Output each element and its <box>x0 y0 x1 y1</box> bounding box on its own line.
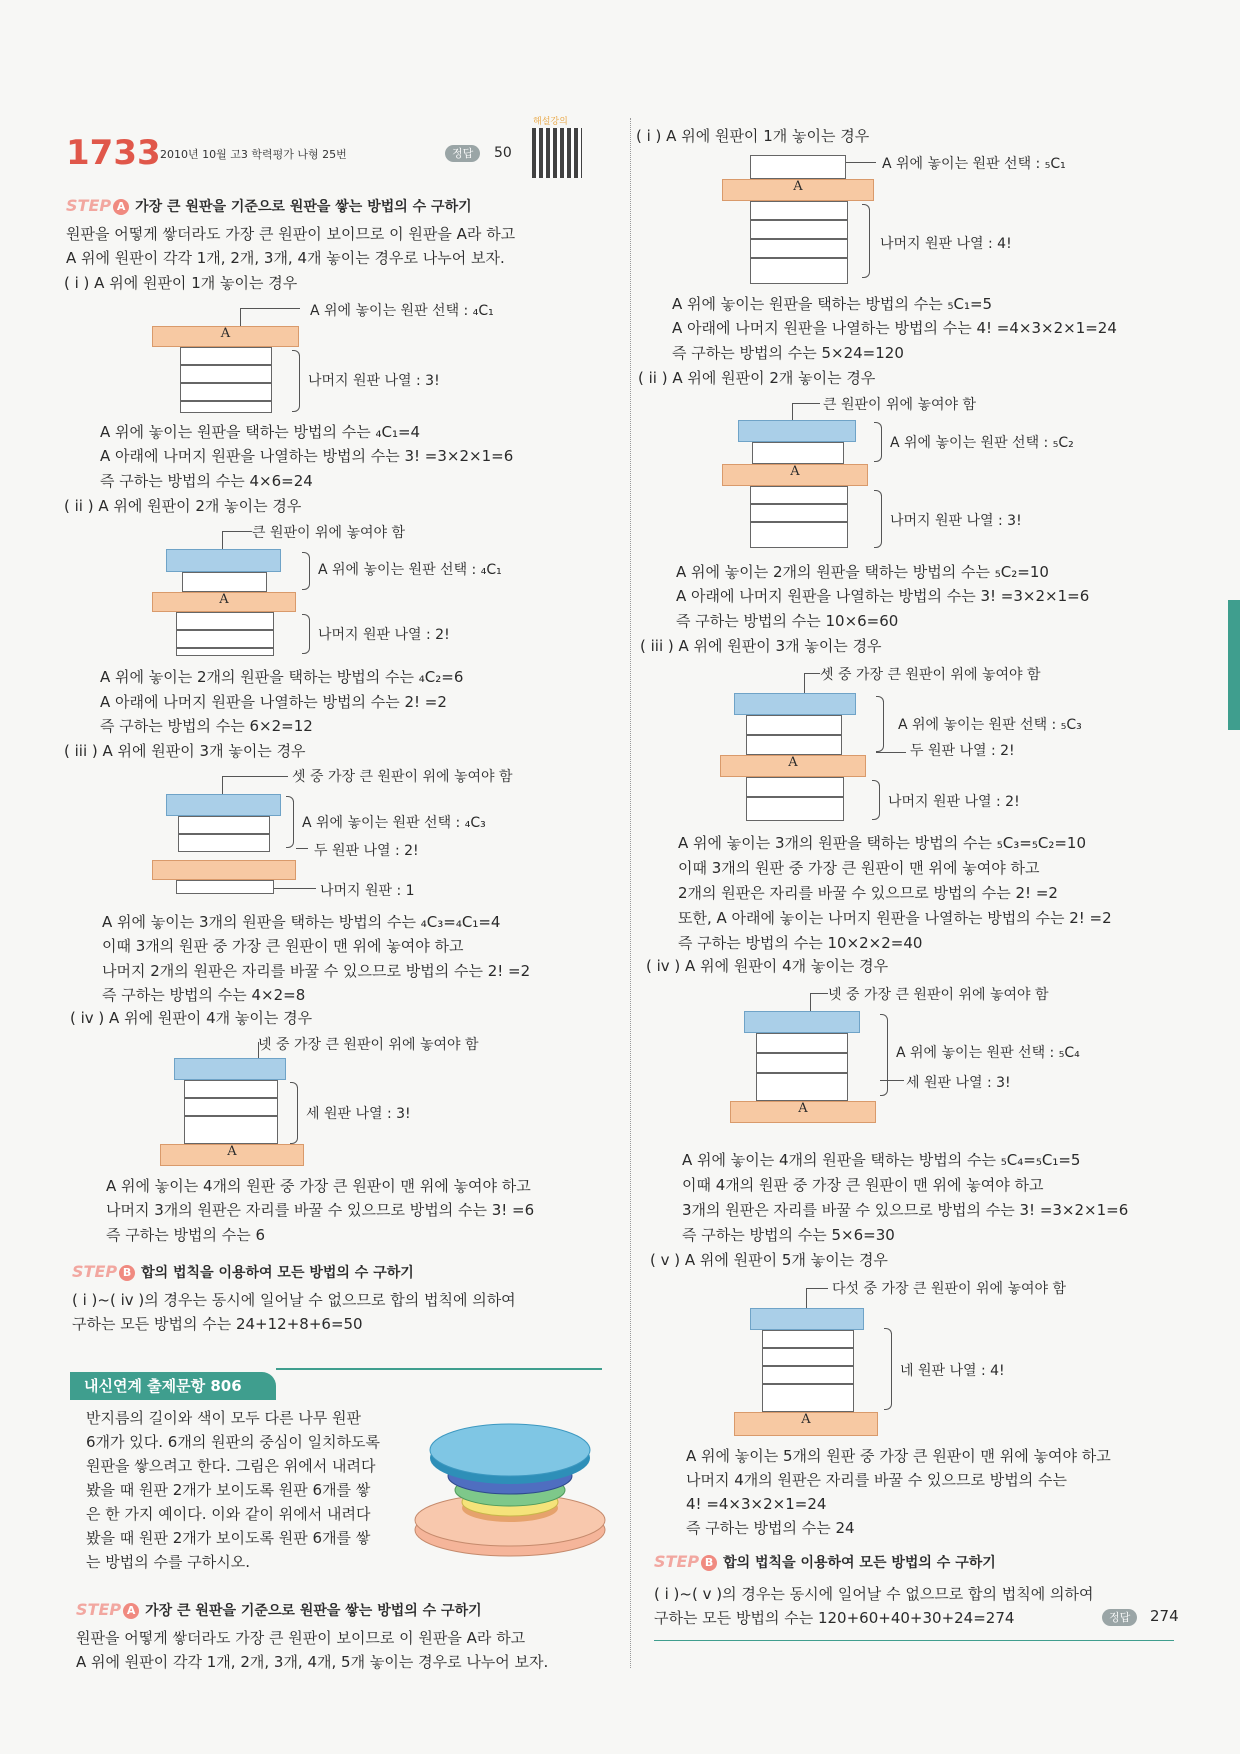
solution-line: 즉 구하는 방법의 수는 10×6=60 <box>676 612 899 630</box>
solution-line: 또한, A 아래에 놓이는 나머지 원판을 나열하는 방법의 수는 2! =2 <box>678 909 1112 927</box>
plate <box>176 630 274 648</box>
plate <box>184 1116 278 1144</box>
sum-line: 구하는 모든 방법의 수는 120+60+40+30+24=274 <box>654 1609 1015 1627</box>
plate-a <box>152 860 296 880</box>
diagram-label: 나머지 원판 나열 : 4! <box>880 236 1012 252</box>
plate-blue <box>744 1011 860 1033</box>
plate-blue <box>166 794 281 816</box>
case-heading: ( ii ) A 위에 원판이 2개 놓이는 경우 <box>638 369 876 387</box>
diagram-label: 셋 중 가장 큰 원판이 위에 놓여야 함 <box>820 667 1041 683</box>
qr-code-icon[interactable] <box>532 128 582 178</box>
diagram-label: 두 원판 나열 : 2! <box>910 743 1015 759</box>
solution-line: 나머지 2개의 원판은 자리를 바꿀 수 있으므로 방법의 수는 2! =2 <box>102 962 531 980</box>
brace <box>286 796 294 848</box>
solution-line: A 위에 놓이는 2개의 원판을 택하는 방법의 수는 ₄C₂=6 <box>100 668 464 686</box>
brace <box>302 552 310 590</box>
column-divider <box>630 118 631 1668</box>
side-tab <box>1228 600 1240 730</box>
problem-line: 반지름의 길이와 색이 모두 다른 나무 원판 <box>86 1409 361 1427</box>
sum-line: ( i )~( v )의 경우는 동시에 일어날 수 없으므로 합의 법칙에 의하여 <box>654 1585 1094 1603</box>
case-heading: ( i ) A 위에 원판이 1개 놓이는 경우 <box>636 127 870 145</box>
brace <box>876 696 884 752</box>
plate-a: A <box>152 326 299 347</box>
problem-line: 은 한 가지 예이다. 이와 같이 위에서 내려다 <box>86 1505 371 1523</box>
solution-line: 즉 구하는 방법의 수는 6×2=12 <box>100 717 313 735</box>
case-heading: ( i ) A 위에 원판이 1개 놓이는 경우 <box>64 274 298 292</box>
diagram-label: 넷 중 가장 큰 원판이 위에 놓여야 함 <box>258 1037 479 1053</box>
intro-line: A 위에 원판이 각각 1개, 2개, 3개, 4개, 5개 놓이는 경우로 나누어 보자. <box>76 1653 549 1671</box>
plate <box>762 1330 854 1348</box>
case-heading: ( iii ) A 위에 원판이 3개 놓이는 경우 <box>640 637 882 655</box>
solution-line: A 아래에 나머지 원판을 나열하는 방법의 수는 4! =4×3×2×1=24 <box>672 319 1117 337</box>
diagram-label: 네 원판 나열 : 4! <box>900 1363 1005 1379</box>
plate <box>746 715 842 735</box>
intro-line: A 위에 원판이 각각 1개, 2개, 3개, 4개 놓이는 경우로 나누어 보자. <box>66 249 505 267</box>
answer-value: 50 <box>494 145 512 161</box>
plate <box>746 797 844 821</box>
solution-line: 즉 구하는 방법의 수는 5×6=30 <box>682 1226 895 1244</box>
brace <box>302 614 310 654</box>
plate <box>180 347 272 365</box>
brace <box>862 204 870 278</box>
step-a-heading: STEP A 가장 큰 원판을 기준으로 원판을 쌓는 방법의 수 구하기 <box>76 1600 482 1619</box>
plate-a: A <box>720 755 866 777</box>
solution-line: 즉 구하는 방법의 수는 5×24=120 <box>672 344 904 362</box>
plate <box>756 1033 848 1053</box>
plate-blue <box>166 549 281 572</box>
step-b-heading: STEP B 합의 법칙을 이용하여 모든 방법의 수 구하기 <box>72 1262 414 1281</box>
plate <box>176 612 274 630</box>
diagram-label: A 위에 놓이는 원판 선택 : ₄C₃ <box>302 815 486 831</box>
solution-line: A 위에 놓이는 5개의 원판 중 가장 큰 원판이 맨 위에 놓여야 하고 <box>686 1447 1111 1465</box>
plate-a: A <box>160 1144 304 1166</box>
plate <box>180 365 272 383</box>
answer-badge: 정답 <box>445 145 480 162</box>
solution-line: 즉 구하는 방법의 수는 24 <box>686 1519 855 1537</box>
brace <box>874 490 882 548</box>
plate-a: A <box>722 179 874 201</box>
sum-line: 구하는 모든 방법의 수는 24+12+8+6=50 <box>72 1315 363 1333</box>
solution-line: 3개의 원판은 자리를 바꿀 수 있으므로 방법의 수는 3! =3×2×1=6 <box>682 1201 1129 1219</box>
step-a-heading: STEP A 가장 큰 원판을 기준으로 원판을 쌓는 방법의 수 구하기 <box>66 196 472 215</box>
problem-source: 2010년 10월 고3 학력평가 나형 25번 <box>160 148 347 161</box>
diagram-label: 나머지 원판 나열 : 2! <box>318 627 450 643</box>
plate-a: A <box>722 464 868 486</box>
solution-line: A 위에 놓이는 원판을 택하는 방법의 수는 ₅C₁=5 <box>672 295 993 313</box>
diagram-label: 넷 중 가장 큰 원판이 위에 놓여야 함 <box>828 987 1049 1003</box>
plate <box>750 486 848 504</box>
diagram-label: 나머지 원판 나열 : 3! <box>308 373 440 389</box>
diagram-label: A 위에 놓이는 원판 선택 : ₅C₂ <box>890 435 1074 451</box>
plate <box>750 504 848 522</box>
diagram-label: A 위에 놓이는 원판 선택 : ₅C₃ <box>898 717 1082 733</box>
step-b-heading: STEP B 합의 법칙을 이용하여 모든 방법의 수 구하기 <box>654 1552 996 1571</box>
plate <box>750 239 848 258</box>
case-heading: ( iv ) A 위에 원판이 4개 놓이는 경우 <box>646 957 889 975</box>
diagram-label: 다섯 중 가장 큰 원판이 위에 놓여야 함 <box>832 1281 1067 1297</box>
plate <box>762 1384 854 1412</box>
plate <box>178 834 270 852</box>
case-heading: ( iv ) A 위에 원판이 4개 놓이는 경우 <box>70 1009 313 1027</box>
solution-line: A 위에 놓이는 3개의 원판을 택하는 방법의 수는 ₄C₃=₄C₁=4 <box>102 913 501 931</box>
diagram-label: 세 원판 나열 : 3! <box>906 1075 1011 1091</box>
problem-line: 봤을 때 원판 2개가 보이도록 원판 6개를 쌓 <box>86 1481 371 1499</box>
plate-blue <box>738 420 856 442</box>
plate <box>180 401 272 413</box>
plate <box>756 1073 848 1101</box>
plate <box>184 1098 278 1116</box>
solution-line: A 위에 놓이는 4개의 원판 중 가장 큰 원판이 맨 위에 놓여야 하고 <box>106 1177 531 1195</box>
disc-stack-figure <box>410 1410 610 1570</box>
plate <box>746 735 842 755</box>
plate-blue <box>174 1058 286 1080</box>
plate-a: A <box>730 1101 876 1123</box>
linked-problem-banner: 내신연계 출제문항 806 <box>70 1372 276 1400</box>
plate-a: A <box>734 1412 878 1436</box>
plate <box>176 648 274 656</box>
diagram-label: 큰 원판이 위에 놓여야 함 <box>252 525 406 541</box>
plate <box>750 522 848 548</box>
plate <box>756 1053 848 1073</box>
diagram-label: 세 원판 나열 : 3! <box>306 1106 411 1122</box>
plate <box>178 816 270 834</box>
plate <box>762 1366 854 1384</box>
intro-line: 원판을 어떻게 쌓더라도 가장 큰 원판이 보이므로 이 원판을 A라 하고 <box>76 1629 526 1647</box>
diagram-label: A 위에 놓이는 원판 선택 : ₅C₄ <box>896 1045 1080 1061</box>
case-heading: ( ii ) A 위에 원판이 2개 놓이는 경우 <box>64 497 302 515</box>
solution-line: 나머지 3개의 원판은 자리를 바꿀 수 있으므로 방법의 수는 3! =6 <box>106 1201 535 1219</box>
case-heading: ( iii ) A 위에 원판이 3개 놓이는 경우 <box>64 742 306 760</box>
sum-line: ( i )~( iv )의 경우는 동시에 일어날 수 없으므로 합의 법칙에 의하여 <box>72 1291 516 1309</box>
solution-line: A 위에 놓이는 원판을 택하는 방법의 수는 ₄C₁=4 <box>100 423 421 441</box>
answer-badge: 정답 <box>1102 1609 1137 1626</box>
diagram-label: 두 원판 나열 : 2! <box>314 843 419 859</box>
diagram-label: A 위에 놓이는 원판 선택 : ₅C₁ <box>882 156 1066 172</box>
plate <box>752 442 844 464</box>
plate <box>750 155 846 179</box>
case-heading: ( v ) A 위에 원판이 5개 놓이는 경우 <box>650 1251 888 1269</box>
diagram-label: A 위에 놓이는 원판 선택 : ₄C₁ <box>310 303 494 319</box>
problem-number: 1733 <box>66 133 161 173</box>
solution-line: 4! =4×3×2×1=24 <box>686 1495 827 1513</box>
solution-line: 즉 구하는 방법의 수는 6 <box>106 1226 266 1244</box>
problem-line: 6개가 있다. 6개의 원판의 중심이 일치하도록 <box>86 1433 381 1451</box>
brace <box>884 1328 892 1410</box>
diagram-label: 셋 중 가장 큰 원판이 위에 놓여야 함 <box>292 769 513 785</box>
solution-line: 이때 4개의 원판 중 가장 큰 원판이 맨 위에 놓여야 하고 <box>682 1176 1044 1194</box>
diagram-label: 나머지 원판 : 1 <box>320 883 415 899</box>
intro-line: 원판을 어떻게 쌓더라도 가장 큰 원판이 보이므로 이 원판을 A라 하고 <box>66 225 516 243</box>
diagram-label: 큰 원판이 위에 놓여야 함 <box>823 397 977 413</box>
plate <box>184 1080 278 1098</box>
solution-line: 나머지 4개의 원판은 자리를 바꿀 수 있으므로 방법의 수는 <box>686 1471 1067 1489</box>
plate-blue <box>750 1308 864 1330</box>
solution-line: 이때 3개의 원판 중 가장 큰 원판이 맨 위에 놓여야 하고 <box>678 859 1040 877</box>
solution-line: 즉 구하는 방법의 수는 10×2×2=40 <box>678 934 923 952</box>
solution-line: A 위에 놓이는 4개의 원판을 택하는 방법의 수는 ₅C₄=₅C₁=5 <box>682 1151 1081 1169</box>
brace <box>880 1014 888 1096</box>
plate <box>180 383 272 401</box>
solution-line: A 아래에 나머지 원판을 나열하는 방법의 수는 3! =3×2×1=6 <box>100 447 514 465</box>
problem-line: 원판을 쌓으려고 한다. 그림은 위에서 내려다 <box>86 1457 376 1475</box>
answer-value: 274 <box>1150 1607 1179 1625</box>
plate <box>176 880 274 894</box>
solution-line: A 아래에 나머지 원판을 나열하는 방법의 수는 3! =3×2×1=6 <box>676 587 1090 605</box>
plate-a: A <box>152 592 296 612</box>
problem-line: 는 방법의 수를 구하시오. <box>86 1553 250 1571</box>
solution-line: 즉 구하는 방법의 수는 4×6=24 <box>100 472 313 490</box>
plate-blue <box>734 693 856 715</box>
banner-line <box>276 1368 602 1370</box>
plate <box>750 220 848 239</box>
solution-line: 즉 구하는 방법의 수는 4×2=8 <box>102 986 306 1004</box>
solution-line: 2개의 원판은 자리를 바꿀 수 있으므로 방법의 수는 2! =2 <box>678 884 1058 902</box>
qr-label: 해설강의 <box>533 117 568 127</box>
brace <box>874 422 882 462</box>
brace <box>872 780 880 820</box>
plate <box>750 258 848 284</box>
plate <box>750 201 848 220</box>
diagram-label: 나머지 원판 나열 : 3! <box>890 513 1022 529</box>
solution-line: A 위에 놓이는 3개의 원판을 택하는 방법의 수는 ₅C₃=₅C₂=10 <box>678 834 1086 852</box>
plate <box>182 572 267 592</box>
problem-line: 봤을 때 원판 2개가 보이도록 원판 6개를 쌓 <box>86 1529 371 1547</box>
diagram-label: 나머지 원판 나열 : 2! <box>888 794 1020 810</box>
brace <box>290 1082 298 1144</box>
solution-line: A 아래에 나머지 원판을 나열하는 방법의 수는 2! =2 <box>100 693 447 711</box>
solution-line: A 위에 놓이는 2개의 원판을 택하는 방법의 수는 ₅C₂=10 <box>676 563 1049 581</box>
diagram-label: A 위에 놓이는 원판 선택 : ₄C₁ <box>318 562 502 578</box>
brace <box>292 350 300 412</box>
plate <box>762 1348 854 1366</box>
solution-line: 이때 3개의 원판 중 가장 큰 원판이 맨 위에 놓여야 하고 <box>102 937 464 955</box>
plate <box>746 777 844 797</box>
